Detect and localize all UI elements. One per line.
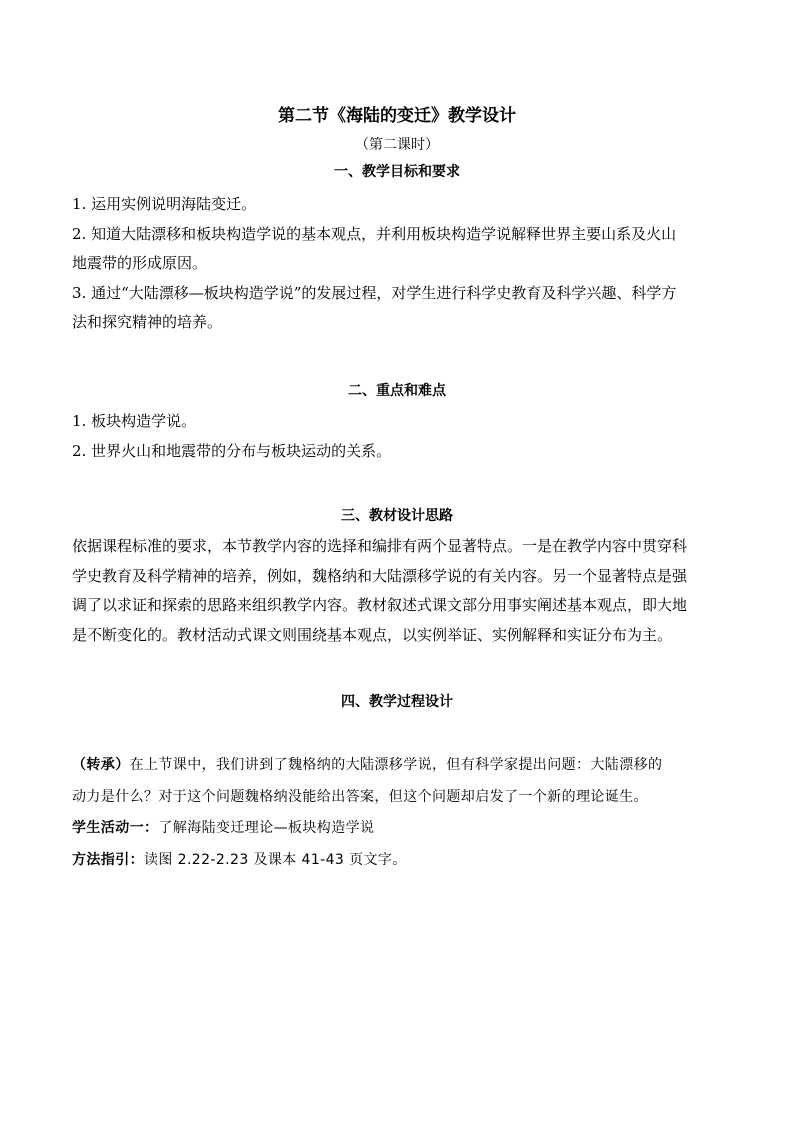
transition-text: 在上节课中，我们讲到了魏格纳的大陆漂移学说，但有科学家提出问题：大陆漂移的: [129, 757, 663, 773]
transition-line: [72, 750, 722, 782]
paragraph-line: 调了以求证和探索的思路来组织教学内容。教材叙述式课文部分用事实阐述基本观点，即大地: [72, 596, 688, 614]
method-text: 读图 2.22-2.23 及课本 41-43 页文字。: [144, 851, 407, 868]
activity-label: 学生活动一：: [72, 820, 159, 836]
list-item: 1. 板块构造学说。: [72, 412, 197, 430]
paragraph-line: 学史教育及科学精神的培养，例如，魏格纳和大陆漂移学说的有关内容。另一个显著特点是强: [72, 566, 688, 585]
method-label: 方法指引：: [72, 851, 144, 868]
paragraph-line: 依据课程标准的要求，本节教学内容的选择和编排有两个显著特点。一是在教学内容中贯穿科: [72, 537, 688, 555]
list-item: 地震带的形成原因。: [72, 254, 208, 272]
document-subtitle: （第二课时）: [355, 137, 439, 153]
section-key-points-list: [72, 407, 722, 466]
list-item: 1. 运用实例说明海陆变迁。: [72, 195, 257, 213]
list-item: 法和探究精神的培养。: [72, 313, 223, 331]
paragraph-line: 是不断变化的。教材活动式课文则围绕基本观点，以实例举证、实例解释和实证分布为主。: [72, 625, 673, 644]
activity-text: 了解海陆变迁理论—板块构造学说: [158, 820, 375, 836]
section-design-ideas-paragraph: [72, 532, 722, 650]
list-item: 2. 知道大陆漂移和板块构造学说的基本观点，并利用板块构造学说解释世界主要山系及火山: [72, 224, 677, 243]
section-process-content: [72, 750, 722, 876]
list-item: 3. 通过“大陆漂移—板块构造学说”的发展过程，对学生进行科学史教育及科学兴趣、科学方: [72, 283, 677, 302]
section-objectives-list: [72, 190, 722, 338]
list-item: 2. 世界火山和地震带的分布与板块运动的关系。: [72, 441, 392, 460]
method-line: [72, 845, 722, 877]
transition-label: （转承）: [72, 757, 130, 773]
document-title: 第二节《海陆的变迁》教学设计: [278, 106, 516, 126]
transition-line-2: 动力是什么？对于这个问题魏格纳没能给出答案，但这个问题却启发了一个新的理论诞生。: [72, 788, 648, 805]
section-heading-objectives: 一、教学目标和要求: [334, 164, 460, 180]
section-heading-process: 四、教学过程设计: [341, 694, 453, 710]
activity-line: [72, 813, 722, 845]
section-heading-key-points: 二、重点和难点: [348, 383, 446, 399]
section-heading-design-ideas: 三、教材设计思路: [341, 508, 453, 524]
